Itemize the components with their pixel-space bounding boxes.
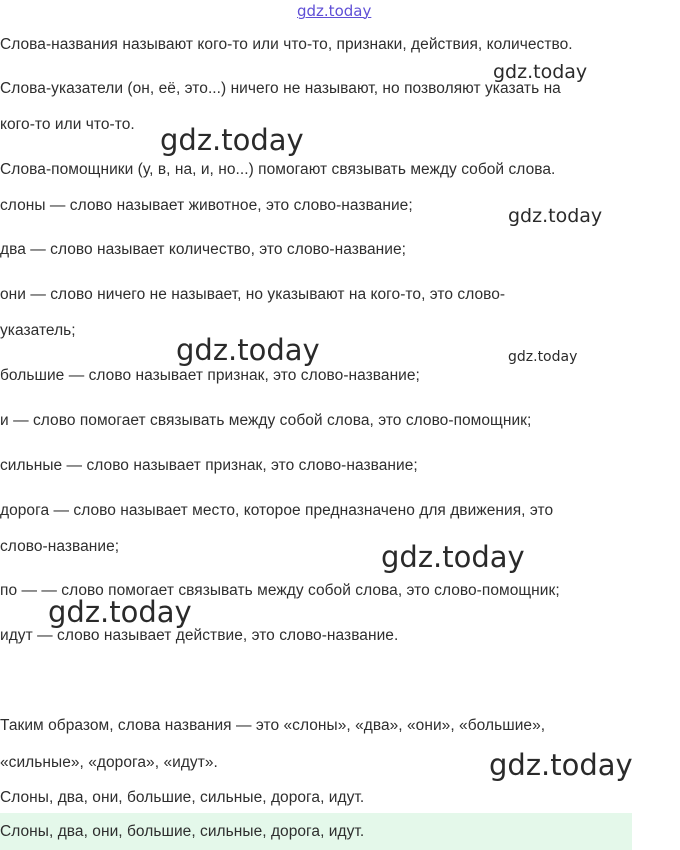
text-line: «сильные», «дорога», «идут». [0,754,218,771]
watermark-top-link[interactable]: gdz.today [297,2,372,20]
text-line: слово-название; [0,538,120,555]
text-line: указатель; [0,322,76,339]
text-line: идут — слово называет действие, это слово-название. [0,627,399,644]
text-line: по — — слово помогает связывать между собой слова, это слово-помощник; [0,582,560,599]
text-line: слоны — слово называет животное, это слово-название; [0,197,413,214]
text-line: они — слово ничего не называет, но указывают на кого-то, это слово- [0,286,506,303]
text-line: дорога — слово называет место, которое предназначено для движения, это [0,502,554,519]
text-line: Слова-помощники (у, в, на, и, но...) помогают связывать между собой слова. [0,161,556,178]
watermark: gdz.today [508,205,603,227]
watermark: gdz.today [508,349,578,365]
watermark: gdz.today [160,123,304,157]
text-line: Слова-указатели (он, её, это...) ничего не называют, но позволяют указать на [0,80,561,97]
text-line: Слова-названия называют кого-то или что-то, признаки, действия, количество. [0,36,573,53]
watermark: gdz.today [381,540,525,574]
text-line: кого-то или что-то. [0,116,135,133]
text-line: Таким образом, слова названия — это «слоны», «два», «они», «большие», [0,717,546,734]
watermark: gdz.today [176,333,320,367]
text-line: два — слово называет количество, это слово-название; [0,241,407,258]
watermark: gdz.today [493,61,588,83]
text-line: большие — слово называет признак, это слово-название; [0,367,420,384]
text-line: и — слово помогает связывать между собой слова, это слово-помощник; [0,412,532,429]
watermark: gdz.today [48,595,192,629]
text-line: Слоны, два, они, большие, сильные, дорога, идут. [0,789,365,806]
answer-line: Слоны, два, они, большие, сильные, дорога, идут. [0,823,365,840]
text-line: сильные — слово называет признак, это слово-название; [0,457,418,474]
watermark: gdz.today [489,748,633,782]
